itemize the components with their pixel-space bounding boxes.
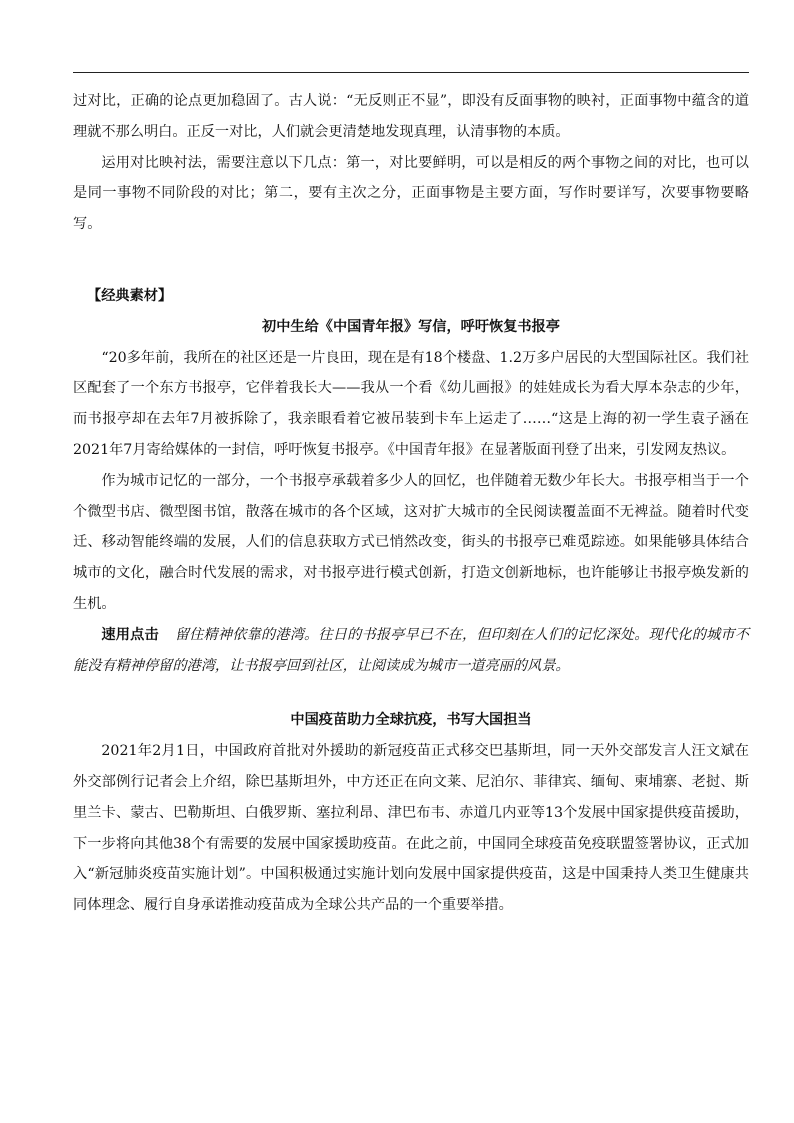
material-2-paragraph-1: 2021年2月1日，中国政府首批对外援助的新冠疫苗正式移交巴基斯坦，同一天外交部发言人汪文斌在外交部例行记者会上介绍，除巴基斯坦外，中方还正在向文莱、尼泊尔、菲律宾、缅甸、柬埔寨、老挝、斯里兰卡、蒙古、巴勒斯坦、白俄罗斯、塞拉利昂、津巴布韦、赤道几内亚等13个发展中国家提供疫苗援助，下一步将向其他38个有需要的发展中国家援助疫苗。在此之前，中国同全球疫苗免疫联盟签署协议，正式加入“新冠肺炎疫苗实施计划”。中国积极通过实施计划向发展中国家提供疫苗，这是中国秉持人类卫生健康共同体理念、履行自身承诺推动疫苗成为全球公共产品的一个重要举措。	[73, 743, 749, 914]
material-1-title: 初中生给《中国青年报》写信，呼吁恢复书报亭	[262, 318, 560, 335]
spacer	[73, 681, 749, 705]
document-page	[73, 86, 749, 921]
intro-paragraph-2: 运用对比映衬法，需要注意以下几点：第一，对比要鲜明，可以是相反的两个事物之间的对比，也可以是同一事物不同阶段的对比；第二，要有主次之分，正面事物是主要方面，写作时要详写，次要事物要略写。	[73, 154, 749, 233]
section-label: 【经典素材】	[87, 287, 173, 304]
material-1-comment	[73, 620, 749, 682]
material-1-paragraph-2: 作为城市记忆的一部分，一个书报亭承载着多少人的回忆，也伴随着无数少年长大。书报亭相当于一个个微型书店、微型图书馆，散落在城市的各个区域，这对扩大城市的全民阅读覆盖面不无裨益。随着时代变迁、移动智能终端的发展，人们的信息获取方式已悄然改变，街头的书报亭已难觅踪迹。如果能够具体结合城市的文化，融合时代发展的需求，对书报亭进行模式创新，打造文创新地标，也许能够让书报亭焕发新的生机。	[73, 472, 749, 612]
header-rule	[73, 72, 749, 73]
intro-paragraph-1: 过对比，正确的论点更加稳固了。古人说：“无反则正不显”，即没有反面事物的映衬，正面事物中蕴含的道理就不那么明白。正反一对比，人们就会更清楚地发现真理，认清事物的本质。	[73, 93, 749, 140]
material-2-title: 中国疫苗助力全球抗疫，书写大国担当	[290, 712, 532, 729]
spacer	[73, 240, 749, 281]
comment-text: 留住精神依靠的港湾。往日的书报亭早已不在，但印刻在人们的记忆深处。现代化的城市不能没有精神停留的港湾，让书报亭回到社区，让阅读成为城市一道亮丽的风景。	[73, 626, 749, 674]
material-1-paragraph-1: “20多年前，我所在的社区还是一片良田，现在是有18个楼盘、1.2万多户居民的大型国际社区。我们社区配套了一个东方书报亭，它伴着我长大——我从一个看《幼儿画报》的娃娃成长为看大厚本杂志的少年，而书报亭却在去年7月被拆除了，我亲眼看着它被吊装到卡车上运走了……“这是上海的初一学生袁子涵在2021年7月寄给媒体的一封信，呼吁恢复书报亭。《中国青年报》在显著版面刊登了出来，引发网友热议。	[73, 349, 750, 458]
comment-label: 速用点击	[101, 626, 159, 643]
